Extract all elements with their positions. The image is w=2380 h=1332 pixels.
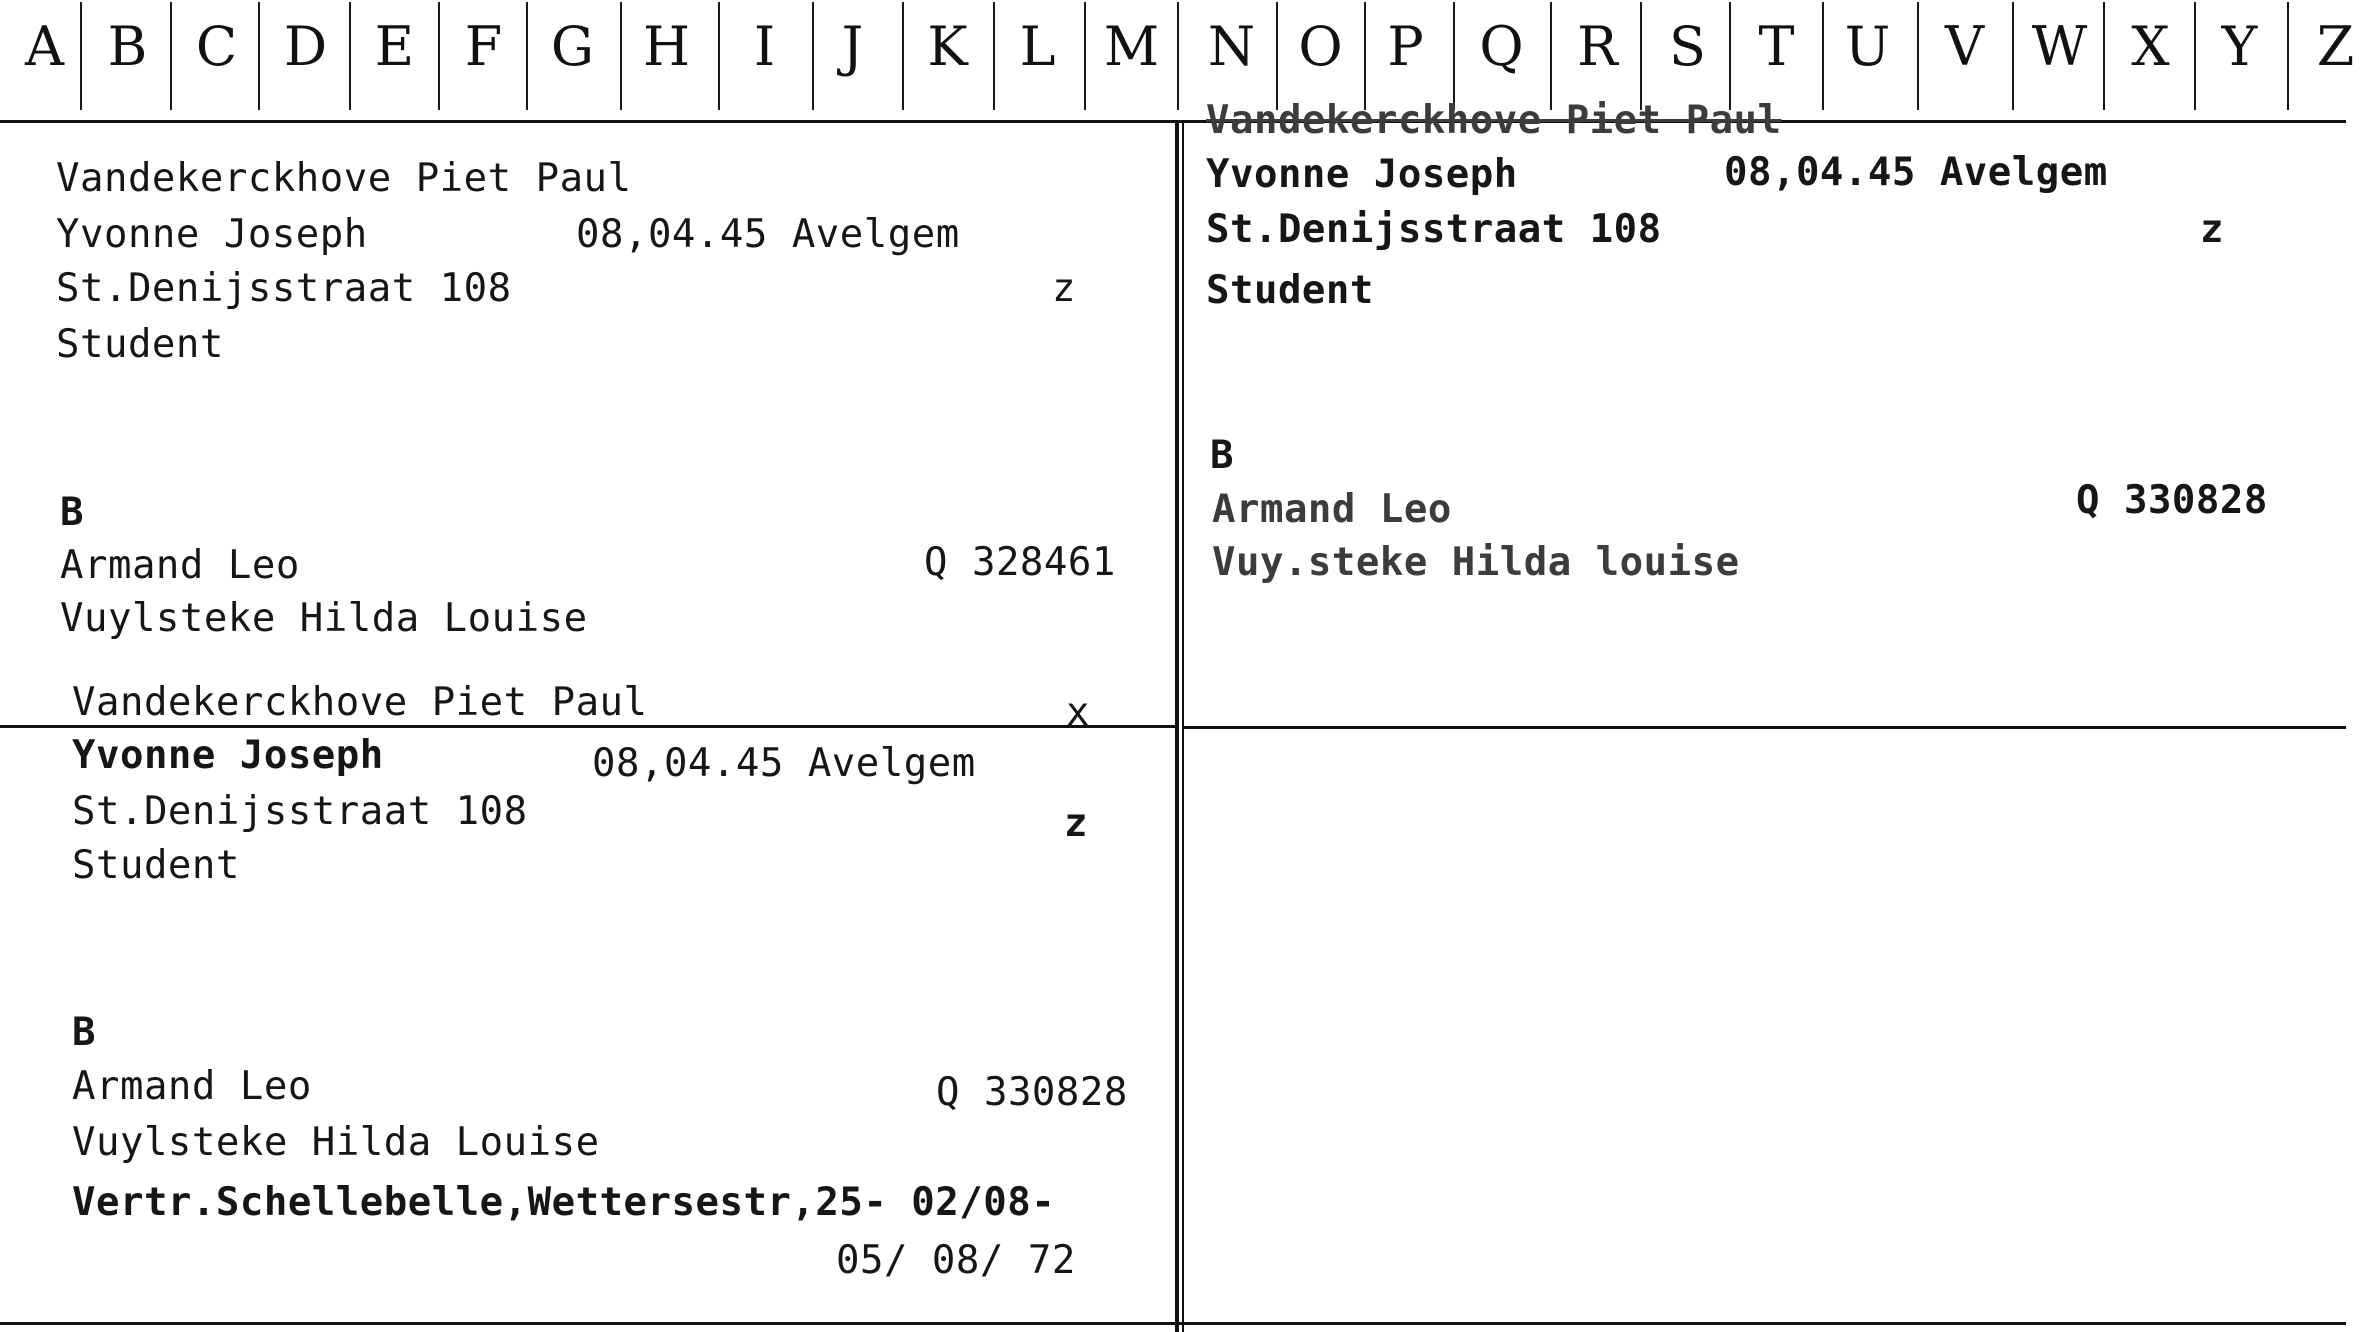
card-father: Armand Leo	[1212, 487, 1452, 532]
index-letter: W	[2031, 15, 2088, 78]
card-occupation: Student	[72, 843, 240, 888]
card-birth: 08,04.45 Avelgem	[576, 212, 960, 257]
index-letter: S	[1669, 15, 1706, 78]
index-separator	[1364, 2, 1366, 110]
index-letter: L	[1019, 15, 1056, 78]
card-note-date: 05/ 08/ 72	[836, 1238, 1076, 1283]
card-name: Vandekerckhove Piet Paul	[1206, 98, 1782, 143]
index-letter: H	[642, 15, 691, 78]
index-separator	[620, 2, 622, 110]
index-separator	[718, 2, 720, 110]
index-letter: I	[753, 15, 776, 78]
index-separator	[1453, 2, 1455, 110]
index-separator	[2012, 2, 2014, 110]
index-separator	[902, 2, 904, 110]
card-birth: 08,04.45 Avelgem	[1724, 150, 2108, 195]
card-occupation: Student	[1206, 268, 1374, 313]
card-reference: Q 330828	[2076, 478, 2268, 523]
index-separator	[2103, 2, 2105, 110]
card-mother: Vuylsteke Hilda Louise	[72, 1120, 600, 1165]
card-address: St.Denijsstraat 108	[1206, 207, 1662, 252]
index-letter: B	[107, 15, 148, 78]
index-separator	[1640, 2, 1642, 110]
card-mark: z	[2200, 207, 2224, 252]
index-letter: M	[1103, 15, 1160, 78]
card-address: St.Denijsstraat 108	[56, 266, 512, 311]
index-letter: J	[841, 15, 864, 78]
mid-divider-right	[1184, 726, 2346, 729]
card-reference: Q 330828	[936, 1070, 1128, 1115]
card-father: Armand Leo	[72, 1064, 312, 1109]
index-letter: N	[1207, 15, 1256, 78]
card-mother-first-names: Yvonne Joseph	[72, 733, 384, 778]
index-letter: T	[1758, 15, 1795, 78]
index-separator	[526, 2, 528, 110]
card-corner-mark: x	[1066, 690, 1090, 735]
index-separator	[258, 2, 260, 110]
alphabet-index	[0, 0, 2355, 120]
index-separator	[993, 2, 995, 110]
card-mother-first-names: Yvonne Joseph	[1206, 152, 1518, 197]
index-separator	[2194, 2, 2196, 110]
index-letter: P	[1387, 15, 1424, 78]
index-separator	[1177, 2, 1179, 110]
card-section: B	[72, 1010, 96, 1055]
index-letter: Z	[2316, 15, 2355, 78]
index-letter: D	[283, 15, 328, 78]
index-separator	[1917, 2, 1919, 110]
index-letter: X	[2131, 15, 2170, 78]
index-separator	[1729, 2, 1731, 110]
card-name: Vandekerckhove Piet Paul	[72, 680, 648, 725]
index-letter: V	[1945, 15, 1984, 78]
bottom-divider	[0, 1322, 2346, 1325]
card-section: B	[60, 490, 84, 535]
card-father: Armand Leo	[60, 543, 300, 588]
index-separator	[1084, 2, 1086, 110]
index-letter: U	[1844, 15, 1891, 78]
index-separator	[438, 2, 440, 110]
index-letter: G	[550, 15, 595, 78]
card-mark: z	[1052, 266, 1076, 311]
index-separator	[80, 2, 82, 110]
index-letter: F	[464, 15, 503, 78]
index-letter: E	[374, 15, 415, 78]
card-mother: Vuylsteke Hilda Louise	[60, 596, 588, 641]
card-mark: z	[1064, 801, 1088, 846]
card-section: B	[1210, 433, 1234, 478]
index-letter: C	[195, 15, 238, 78]
card-birth: 08,04.45 Avelgem	[592, 741, 976, 786]
index-separator	[812, 2, 814, 110]
center-divider	[1175, 120, 1179, 1332]
index-separator	[1822, 2, 1824, 110]
card-name: Vandekerckhove Piet Paul	[56, 156, 632, 201]
card-note: Vertr.Schellebelle,Wettersestr,25- 02/08-	[72, 1180, 1056, 1225]
index-letter: Y	[2221, 15, 2258, 78]
card-occupation: Student	[56, 322, 224, 367]
card-reference: Q 328461	[924, 540, 1116, 585]
card-mother: Vuy.steke Hilda louise	[1212, 540, 1740, 585]
index-separator	[2287, 2, 2289, 110]
index-letter: Q	[1479, 15, 1524, 78]
index-letter: K	[927, 15, 968, 78]
index-letter: O	[1298, 15, 1343, 78]
index-separator	[1276, 2, 1278, 110]
index-separator	[349, 2, 351, 110]
card-mother-first-names: Yvonne Joseph	[56, 212, 368, 257]
card-address: St.Denijsstraat 108	[72, 789, 528, 834]
header-divider	[0, 120, 2346, 123]
index-separator	[170, 2, 172, 110]
index-separator	[1550, 2, 1552, 110]
index-letter: R	[1577, 15, 1618, 78]
index-letter: A	[25, 15, 64, 78]
